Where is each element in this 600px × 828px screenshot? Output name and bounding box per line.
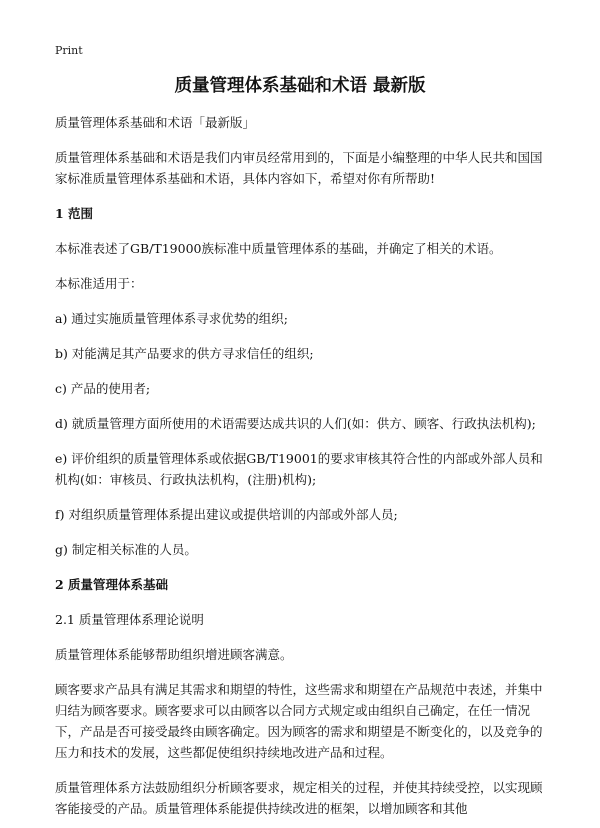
document-subtitle: 质量管理体系基础和术语「最新版」 xyxy=(55,115,256,130)
list-item: f) 对组织质量管理体系提出建议或提供培训的内部或外部人员; xyxy=(55,507,398,522)
list-item: b) 对能满足其产品要求的供方寻求信任的组织; xyxy=(55,346,314,361)
section-2-paragraph: 质量管理体系能够帮助组织增进顾客满意。 xyxy=(55,647,293,662)
list-item: e) 评价组织的质量管理体系或依据GB/T19001的要求审核其符合性的内部或外部人员和机构(如：审核员、行政执法机构，(注册)机构); xyxy=(55,451,543,487)
list-item: a) 通过实施质量管理体系寻求优势的组织; xyxy=(55,311,289,326)
intro-paragraph: 质量管理体系基础和术语是我们内审员经常用到的，下面是小编整理的中华人民共和国国家标准质量管理体系基础和术语，具体内容如下，希望对你有所帮助! xyxy=(55,150,543,186)
section-2-1-heading: 2.1 质量管理体系理论说明 xyxy=(55,612,204,627)
list-item: g) 制定相关标准的人员。 xyxy=(55,542,197,557)
section-1-applies-to: 本标准适用于： xyxy=(55,276,143,291)
section-2-heading: 2 质量管理体系基础 xyxy=(55,577,169,592)
list-item: d) 就质量管理方面所使用的术语需要达成共识的人们(如：供方、顾客、行政执法机构); xyxy=(55,416,536,431)
print-label: Print xyxy=(55,44,83,57)
section-1-heading: 1 范围 xyxy=(55,206,94,221)
page-title: 质量管理体系基础和术语 最新版 xyxy=(174,76,426,96)
list-item: c) 产品的使用者; xyxy=(55,381,151,396)
section-2-paragraph: 顾客要求产品具有满足其需求和期望的特性，这些需求和期望在产品规范中表述，并集中归结为顾客要求。顾客要求可以由顾客以合同方式规定或由组织自己确定，在任一情况下，产品是否可接受最终由顾客确定。因为顾客的需求和期望是不断变化的，以及竞争的压力和技术的发展，这些都促使组织持续地改进产品和过程。 xyxy=(55,682,543,760)
section-1-paragraph: 本标准表述了GB/T19000族标准中质量管理体系的基础，并确定了相关的术语。 xyxy=(55,241,502,256)
section-2-paragraph: 质量管理体系方法鼓励组织分析顾客要求，规定相关的过程，并使其持续受控，以实现顾客能接受的产品。质量管理体系能提供持续改进的框架，以增加顾客和其他 xyxy=(55,780,543,816)
